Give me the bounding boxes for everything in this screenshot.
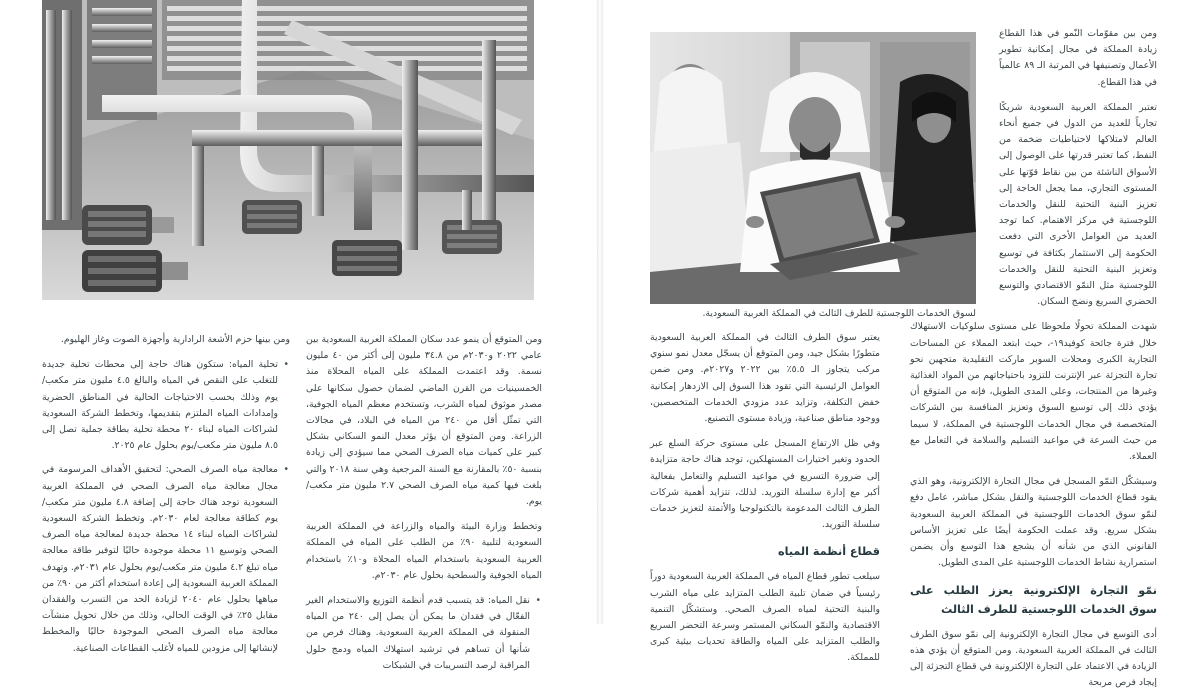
paragraph: وفي ظل الارتفاع المسجل على مستوى حركة السلع عبر الحدود وتغير اختيارات المستهلكين، توجد هناك حاجة متزايدة إلى ضرورة التسريع في مواعيد التسليم والتعامل بفعالية أكبر مع إدارة سلسلة التوريد. لذلك، تتزايد أهمية شركات الطرف الثالث المدعومة بالتكنولوجيا والأتمتة لتعزيز خدمات سلسلة التوريد.: [650, 438, 880, 531]
paragraph: يعتبر سوق الطرف الثالث في المملكة العربية السعودية متطورًا بشكل جيد، ومن المتوقع أن يسجّل معدل نمو سنوي مركب يتجاوز الـ ٥.٥٪ بين ٢٠٢٢ و٢٠٢٧م. ومن ضمن العوامل الرئيسية التي تقود هذا السوق إلى الازدهار إمكانية خفض التكلفة، وتزايد عدد مزودي الخدمات المتخصصين، ووجود مناطق صناعية، وزيادة مستوى التصنيع.: [650, 332, 881, 425]
left-page: [0, 0, 600, 671]
bullet-list: [42, 357, 290, 657]
section-heading: نمّو التجارة الإلكترونية يعزز الطلب على سوق الخدمات اللوجستية للطرف الثالث: [910, 583, 1157, 616]
list-item: • تحلية المياه: ستكون هناك حاجة إلى محطات تحلية جديدة للتغلب على النقص في المياه والبالغ ٤.٥ مليون متر مكعب/يوم وذلك بحسب الاحتياجات الحالية في المناطق الحضرية وإمدادات المياه الملتزم بتقديمها، وتخطط الشركة السعودية لشراكات المياه لبناء ٢٠ محطة تحلية بطاقة جملية تصل إلى ٨.٥ مليون متر مكعب/يوم بحلول عام ٢٠٢٥.: [42, 357, 278, 454]
industrial-plant-photo: [42, 0, 534, 300]
left-page-column-right: [306, 332, 542, 682]
left-page-column-left: [42, 332, 290, 665]
paragraph: وتخطط وزارة البيئة والمياه والزراعة في المملكة العربية السعودية لتلبية ٩٠٪ من الطلب على المياه في المملكة العربية السعودية باستخدام المياه المحلاة و١٠٪ باستخدام المياه الجوفية والسطحية بحلول عام ٢٠٣٠م.: [306, 521, 542, 581]
bullet-list: [306, 593, 542, 674]
paragraph: سيلعب تطور قطاع المياه في المملكة العربية السعودية دوراً رئيسياً في ضمان تلبية الطلب المتزايد على مياه الشرب والبنية التحتية لمياه الصرف الصحي. وستشكّل التنمية الاقتصادية والنمّو السكاني المستمر وسرعة التحضر السريع والطلب المتزايد على المياه والطاقة تحديات بيئية كبرى للمملكة.: [650, 571, 880, 664]
right-page-column-left: [650, 330, 880, 676]
paragraph: ومن بينها حزم الأشعة الرادارية وأجهزة الصوت وغاز الهليوم.: [60, 334, 290, 345]
photo-caption: لسوق الخدمات اللوجستية للطرف الثالث في المملكة العربية السعودية.: [702, 308, 976, 319]
paragraph: شهدت المملكة تحولًا ملحوظا على مستوى سلوكيات الاستهلاك خلال فترة جائحة كوفيد١٩-، حيث ابتعد المملاء عن المساحات التجارية الكبرى ومحلات السوبر ماركت التقليدية متجهين نحو تجارة التجزئة عبر الإنترنت للتزود باحتياجاتهم من المواد الغذائية وغيرها من المنتجات، وعلى المدى الطويل، فإنه من المتوقع أن يؤدي ذلك إلى توسيع السوق وتعزيز المنافسة بين الشركات المتخصصة في مجال الخدمات اللوجستية في المملكة، لا سيما من حيث السرعة في مواعيد التسليم والسلامة في التعامل مع العملاء.: [910, 321, 1157, 463]
list-item: • معالجة مياه الصرف الصحي: لتحقيق الأهداف المرسومة في مجال معالجة مياه الصرف الصحي في المملكة العربية السعودية توجد هناك حاجة إلى إضافة ٤.٨ مليون متر مكعب/يوم كطاقة معالجة لعام ٢٠٣٠م. وتخطط الشركة السعودية لشراكات المياه لبناء ١٤ محطة جديدة لمعالجة مياه الصرف الصحي وتوسيع ١١ محطة موجودة حاليًا لتوفير طاقة معالجة مياه تبلغ ٤.٢ مليون متر مكعب/يوم بحلول عام ٢٠٣١م. وتهدف المملكة العربية السعودية إلى إعادة استخدام أكثر من ٩٠٪ من مياهها بحلول عام ٢٠٤٠ لزيادة الحد من التسرب والفقدان مقابل ٢٥٪ في الوقت الحالي، وذلك من خلال تحويل منشآت معالجة مياه الصرف الصحي الموجودة حاليًا والمخطط لإنشائها إلى مزودين للمياه لأغلب القطاعات الصناعية.: [42, 462, 278, 656]
list-item: • نقل المياه: قد يتسبب قدم أنظمة التوزيع والاستخدام الغير الفعّال في فقدان ما يمكن أن يصل إلى ٢٤٠ من المياه المنقولة في المملكة العربية السعودية. وهناك فرص من شأنها أن تساهم في ترشيد استهلاك المياه ودمج حلول المراقبة لرصد التسريبات في الشبكات: [306, 593, 530, 674]
paragraph: ومن المتوقع أن ينمو عدد سكان المملكة العربية السعودية بين عامي ٢٠٢٢ و٢٠٣٠م من ٣٤.٨ مليون إلى أكثر من ٤٠ مليون نسمة. وقد اعتمدت المملكة على المياه المحلاة منذ الخمسينيات من القرن الماضي لضمان حصول سكانها على مصدر موثوق لمياه الشرب، وتستخدم معظم المياه الجوفية، التي تمثّل أقل من ٢٤٠ من المياه في البلاد، في مجالات الزراعة. ومن المتوقع أن يؤثر معدل النمو السكاني بشكل كبير على كميات مياه الصرف الصحي مما سيؤدي إلى زيادة بنسبة ٥٠٪ بالمقارنة مع السنة المرجعية وهي سنة ٢٠١٨ والتي بلغت فيها كمية مياه الصرف الصحي ٢.٧ مليون متر مكعب/ يوم.: [306, 334, 542, 508]
paragraph: ومن بين مقوّمات النّمو في هذا القطاع زيادة المملكة في مجال إمكانية تطوير الأعمال وتصنيفها في المرتبة الـ ٨٩ عالمياً في هذا القطاع.: [999, 28, 1158, 88]
section-heading: قطاع أنظمة المياه: [778, 545, 880, 559]
paragraph: وسيشكّل النمّو المسجل في مجال التجارة الإلكترونية، وهو الذي يقود قطاع الخدمات اللوجستية والنقل بشكل مباشر، عامل دفع لنمّو سوق الخدمات اللوجستية في المملكة العربية السعودية بشكل سريع. وقد عملت الحكومة أيضًا على تعزيز الأساس القانوني الذي من شأنه أن يشجع هذا التوسع وأن يضمن استمرارية نشاط الخدمات اللوجستية على المدى الطويل.: [910, 476, 1157, 569]
right-page: [600, 0, 1200, 689]
right-page-column-right: [910, 26, 1157, 700]
paragraph: تعتبر المملكة العربية السعودية شريكًا تجارياً للعديد من الدول في جميع أنحاء العالم لامتلاكها لاحتياطيات ضخمة من النفط، كما تعتبر قدرتها على الوصول إلى الأسواق الناشئة من بين نقاط قوّتها على المستوى التجاري، مما يجعل الحاجة إلى تعزيز البنية التحتية للنقل والخدمات اللوجستية في مركز الاهتمام. كما توجد العديد من العوامل الأخرى التي دفعت الحكومة إلى الاستثمار بكثافة في توسيع وتعزيز البنية التحتية للنقل والخدمات اللوجستية مثل النمّو الاقتصادي والتوسع الحضري السريع ونضج السكان.: [999, 101, 1157, 308]
paragraph: أدى التوسع في مجال التجارة الإلكترونية إلى نمّو سوق الطرف الثالث في المملكة العربية السعودية. ومن المتوقع أن يؤدي هذه الزيادة في الاعتماد على التجارة الإلكترونية في قطاع التجزئة إلى إيجاد فرص مربحة: [910, 628, 1157, 689]
